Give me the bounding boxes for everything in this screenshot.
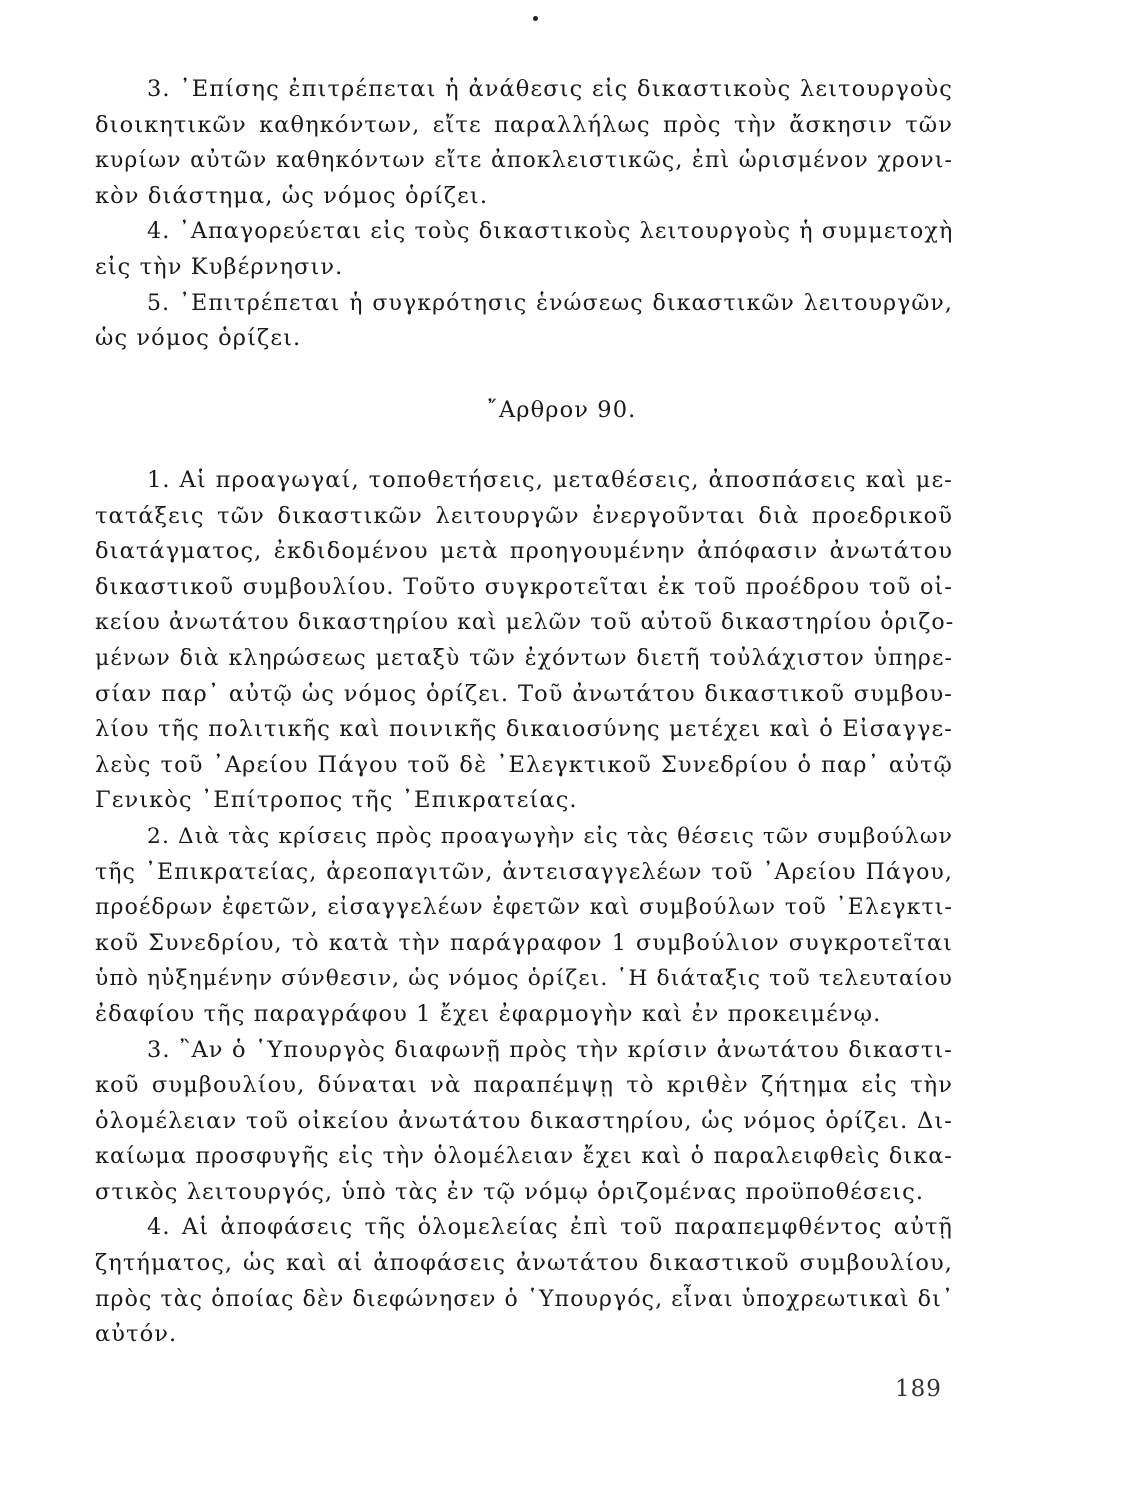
text-line: διοικητικῶν καθηκόντων, εἴτε παραλλήλως πρὸς τὴν ἄσκησιν τῶν	[95, 111, 953, 138]
text-line: 4. ᾿Απαγορεύεται εἰς τοὺς δικαστικοὺς λειτουργοὺς ἡ συμμετοχὴ	[147, 218, 954, 245]
text-line: 5. ᾿Επιτρέπεται ἡ συγκρότησις ἑνώσεως δικαστικῶν λειτουργῶν,	[147, 290, 953, 316]
text-line: κείου ἀνωτάτου δικαστηρίου καὶ μελῶν τοῦ αὐτοῦ δικαστηρίου ὁριζο-	[95, 610, 955, 636]
text-line: πρὸς τὰς ὁποίας δὲν διεφώνησεν ὁ ῾Υπουργός, εἶναι ὑποχρεωτικαὶ δι᾿	[95, 1286, 954, 1312]
text-line: 1. Αἱ προαγωγαί, τοποθετήσεις, μεταθέσεις, ἀποσπάσεις καὶ με-	[147, 467, 953, 493]
text-line: κυρίων αὐτῶν καθηκόντων εἴτε ἀποκλειστικῶς, ἐπὶ ὡρισμένον χρονι-	[95, 148, 953, 174]
page-number: 189	[895, 1376, 942, 1402]
text-line: 3. ῍Αν ὁ ῾Υπουργὸς διαφωνῇ πρὸς τὴν κρίσιν ἀνωτάτου δικαστι-	[147, 1036, 953, 1063]
text-line: προέδρων ἐφετῶν, εἰσαγγελέων ἐφετῶν καὶ συμβούλων τοῦ ᾿Ελεγκτι-	[95, 895, 953, 921]
text-line: τατάξεις τῶν δικαστικῶν λειτουργῶν ἐνεργοῦνται διὰ προεδρικοῦ	[95, 502, 953, 529]
text-line: ὑπὸ ηὐξημένην σύνθεσιν, ὡς νόμος ὁρίζει. ῾Η διάταξις τοῦ τελευταίου	[95, 966, 953, 992]
text-line: καίωμα προσφυγῆς εἰς τὴν ὁλομέλειαν ἔχει καὶ ὁ παραλειφθεὶς δικα-	[95, 1143, 953, 1170]
text-line: αὐτόν.	[95, 1321, 178, 1348]
text-line: ἐδαφίου τῆς παραγράφου 1 ἔχει ἐφαρμογὴν καὶ ἐν προκειμένῳ.	[95, 1000, 882, 1027]
article-heading: ῎Αρθρον 90.	[486, 397, 637, 423]
section-1-text	[95, 72, 953, 357]
text-line: τῆς ᾿Επικρατείας, ἀρεοπαγιτῶν, ἀντεισαγγελέων τοῦ ᾿Αρείου Πάγου,	[95, 859, 953, 885]
text-line: 2. Διὰ τὰς κρίσεις πρὸς προαγωγὴν εἰς τὰς θέσεις τῶν συμβούλων	[147, 823, 953, 849]
text-line: λίου τῆς πολιτικῆς καὶ ποινικῆς δικαιοσύνης μετέχει καὶ ὁ Εἰσαγγε-	[95, 716, 953, 743]
text-line: κοῦ συμβουλίου, δύναται νὰ παραπέμψῃ τὸ κριθὲν ζήτημα εἰς τὴν	[95, 1072, 953, 1099]
text-line: μένων διὰ κληρώσεως μεταξὺ τῶν ἐχόντων διετῆ τοὐλάχιστον ὑπηρε-	[95, 645, 953, 671]
section-2-text	[95, 463, 953, 1353]
text-line: Γενικὸς ᾿Επίτροπος τῆς ᾿Επικρατείας.	[95, 787, 578, 814]
text-line: λεὺς τοῦ ᾿Αρείου Πάγου τοῦ δὲ ᾿Ελεγκτικοῦ Συνεδρίου ὁ παρ᾿ αὐτῷ	[95, 751, 953, 778]
text-line: εἰς τὴν Κυβέρνησιν.	[95, 253, 344, 280]
text-line: σίαν παρ᾿ αὐτῷ ὡς νόμος ὁρίζει. Τοῦ ἀνωτάτου δικαστικοῦ συμβου-	[95, 680, 953, 707]
top-dot-mark	[533, 16, 538, 21]
text-line: 4. Αἱ ἀποφάσεις τῆς ὁλομελείας ἐπὶ τοῦ παραπεμφθέντος αὐτῇ	[147, 1214, 953, 1241]
text-line: ὁλομέλειαν τοῦ οἰκείου ἀνωτάτου δικαστηρίου, ὡς νόμος ὁρίζει. Δι-	[95, 1107, 953, 1134]
text-line: διατάγματος, ἐκδιδομένου μετὰ προηγουμένην ἀπόφασιν ἀνωτάτου	[95, 538, 953, 565]
text-line: κοῦ Συνεδρίου, τὸ κατὰ τὴν παράγραφον 1 συμβούλιον συγκροτεῖται	[95, 929, 953, 956]
text-line: ὡς νόμος ὁρίζει.	[95, 325, 302, 352]
text-line: στικὸς λειτουργός, ὑπὸ τὰς ἐν τῷ νόμῳ ὁριζομένας προϋποθέσεις.	[95, 1178, 925, 1205]
text-line: δικαστικοῦ συμβουλίου. Τοῦτο συγκροτεῖται ἐκ τοῦ προέδρου τοῦ οἰ-	[95, 573, 953, 600]
text-line: 3. ᾿Επίσης ἐπιτρέπεται ἡ ἀνάθεσις εἰς δικαστικοὺς λειτουργοὺς	[147, 76, 953, 102]
text-line: κὸν διάστημα, ὡς νόμος ὁρίζει.	[95, 182, 489, 209]
text-line: ζητήματος, ὡς καὶ αἱ ἀποφάσεις ἀνωτάτου δικαστικοῦ συμβουλίου,	[95, 1250, 953, 1277]
